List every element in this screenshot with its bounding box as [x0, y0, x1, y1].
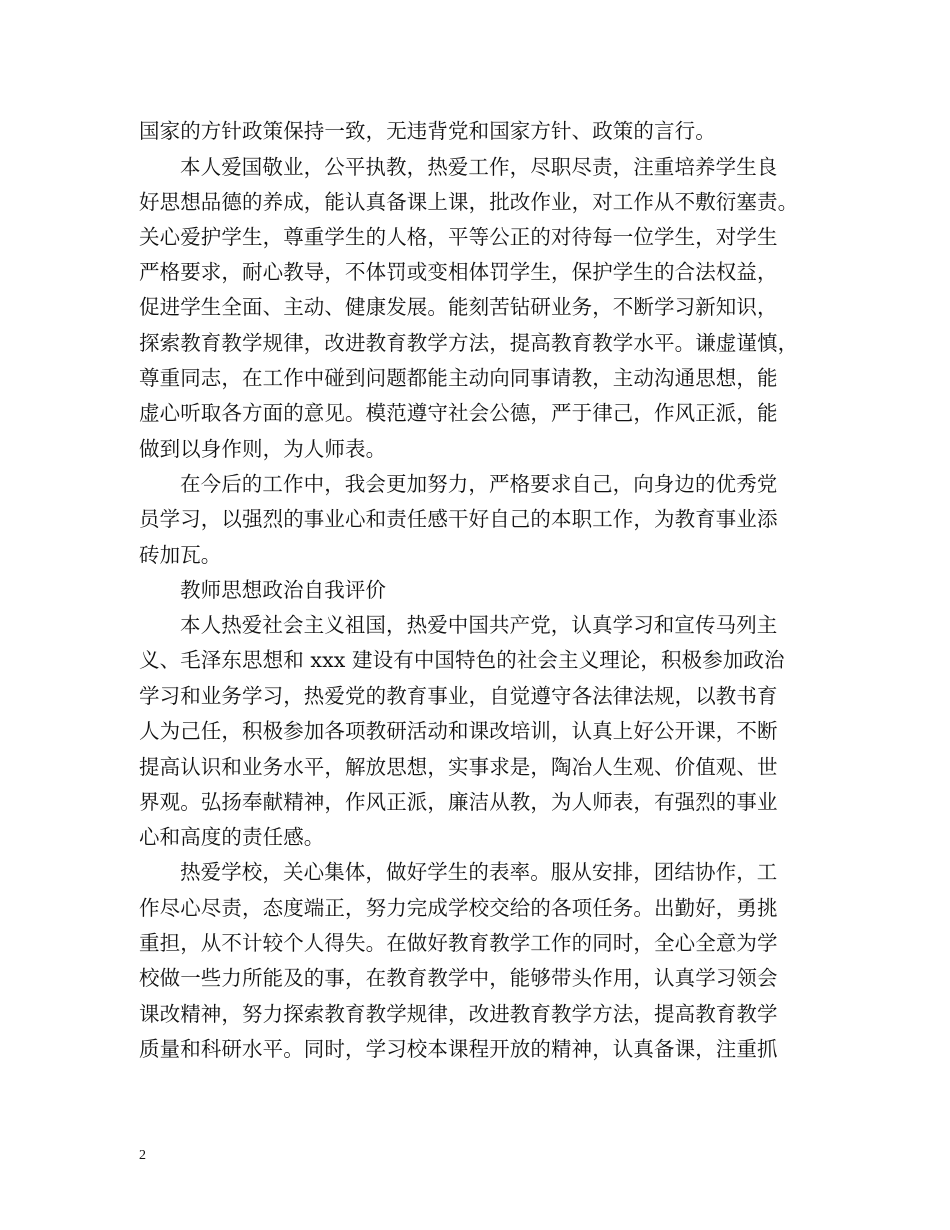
text-line: 严格要求，耐心教导，不体罚或变相体罚学生，保护学生的合法权益，: [139, 260, 778, 284]
text-line: 员学习，以强烈的事业心和责任感干好自己的本职工作，为教育事业添: [139, 507, 778, 531]
text-line: 心和高度的责任感。: [139, 825, 325, 849]
text-line: 质量和科研水平。同时，学习校本课程开放的精神，认真备课，注重抓: [139, 1037, 778, 1061]
page-number: 2: [139, 1148, 146, 1163]
text-line: 课改精神，努力探索教育教学规律，改进教育教学方法，提高教育教学: [139, 1002, 778, 1026]
text-line: 学习和业务学习，热爱党的教育事业，自觉遵守各法律法规，以教书育: [139, 684, 778, 708]
text-line: 做到以身作则，为人师表。: [139, 437, 387, 461]
text-line: 砖加瓦。: [139, 543, 222, 567]
text-line: 虚心听取各方面的意见。模范遵守社会公德，严于律己，作风正派，能: [139, 401, 778, 425]
text-line: 关心爱护学生，尊重学生的人格，平等公正的对待每一位学生，对学生: [139, 225, 778, 249]
text-line: 重担，从不计较个人得失。在做好教育教学工作的同时，全心全意为学: [139, 931, 778, 955]
text-line: 国家的方针政策保持一致，无违背党和国家方针、政策的言行。: [139, 119, 716, 143]
paragraph-start-line: 本人热爱社会主义祖国，热爱中国共产党，认真学习和宣传马列主: [180, 613, 778, 637]
paragraph-start-line: 本人爱国敬业，公平执教，热爱工作，尽职尽责，注重培养学生良: [180, 155, 778, 179]
text-line: 界观。弘扬奉献精神，作风正派，廉洁从教，为人师表，有强烈的事业: [139, 790, 778, 814]
text-line: 作尽心尽责，态度端正，努力完成学校交给的各项任务。出勤好，勇挑: [139, 896, 778, 920]
paragraph-start-line: 热爱学校，关心集体，做好学生的表率。服从安排，团结协作，工: [180, 860, 778, 884]
text-line: 尊重同志，在工作中碰到问题都能主动向同事请教，主动沟通思想，能: [139, 366, 778, 390]
text-line: 校做一些力所能及的事，在教育教学中，能够带头作用，认真学习领会: [139, 966, 778, 990]
text-line: 促进学生全面、主动、健康发展。能刻苦钻研业务，不断学习新知识，: [139, 295, 778, 319]
text-line: 义、毛泽东思想和 xxx 建设有中国特色的社会主义理论，积极参加政治: [139, 648, 785, 672]
text-line: 好思想品德的养成，能认真备课上课，批改作业，对工作从不敷衍塞责。: [139, 190, 799, 214]
text-line: 探索教育教学规律，改进教育教学方法，提高教育教学水平。谦虚谨慎，: [139, 331, 799, 355]
section-heading: 教师思想政治自我评价: [180, 578, 386, 602]
paragraph-start-line: 在今后的工作中，我会更加努力，严格要求自己，向身边的优秀党: [180, 472, 778, 496]
text-line: 人为己任，积极参加各项教研活动和课改培训，认真上好公开课，不断: [139, 719, 778, 743]
text-line: 提高认识和业务水平，解放思想，实事求是，陶冶人生观、价值观、世: [139, 755, 778, 779]
